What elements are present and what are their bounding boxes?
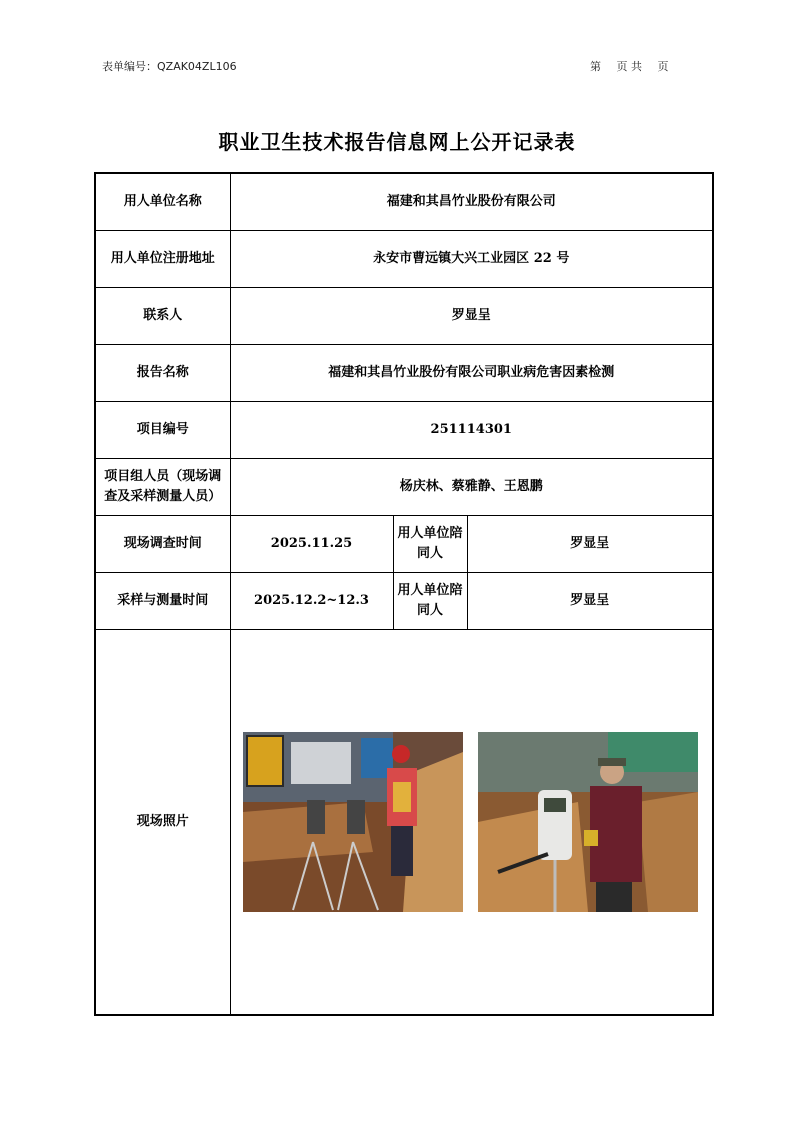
value-report-name: 福建和其昌竹业股份有限公司职业病危害因素检测 (230, 344, 713, 401)
value-contact: 罗显呈 (230, 287, 713, 344)
form-number: 表单编号：QZAK04ZL106 (102, 60, 237, 73)
row-report-name (95, 344, 713, 401)
page-title: 职业卫生技术报告信息网上公开记录表 (218, 130, 576, 154)
value-sampling-accompany: 罗显呈 (467, 572, 713, 629)
label-employer-name: 用人单位名称 (95, 173, 230, 230)
row-employer-name (95, 173, 713, 230)
page-prefix: 第 (590, 60, 601, 73)
label-project-team: 项目组人员（现场调查及采样测量人员） (95, 458, 230, 515)
label-sampling-accompany: 用人单位陪同人 (393, 572, 467, 629)
label-photos: 现场照片 (95, 629, 230, 1015)
row-photos (95, 629, 713, 1015)
site-photo-1-image (243, 732, 463, 912)
label-employer-address: 用人单位注册地址 (95, 230, 230, 287)
value-sampling: 2025.12.2~12.3 (230, 572, 393, 629)
value-site-survey: 2025.11.25 (230, 515, 393, 572)
page-indicator (590, 58, 681, 74)
value-employer-name: 福建和其昌竹业股份有限公司 (230, 173, 713, 230)
row-site-survey (95, 515, 713, 572)
photos-cell (230, 629, 713, 1015)
value-employer-address: 永安市曹远镇大兴工业园区 22 号 (230, 230, 713, 287)
row-project-number (95, 401, 713, 458)
page-suffix: 页 (657, 60, 669, 73)
value-site-accompany: 罗显呈 (467, 515, 713, 572)
label-project-number: 项目编号 (95, 401, 230, 458)
site-photo-1 (243, 732, 463, 912)
site-photo-2-image (478, 732, 698, 912)
value-project-number: 251114301 (230, 401, 713, 458)
label-contact: 联系人 (95, 287, 230, 344)
row-contact (95, 287, 713, 344)
row-employer-address (95, 230, 713, 287)
label-site-accompany: 用人单位陪同人 (393, 515, 467, 572)
page-middle: 页 共 (616, 60, 642, 73)
row-project-team (95, 458, 713, 515)
label-site-survey: 现场调查时间 (95, 515, 230, 572)
value-project-team: 杨庆林、蔡雅静、王恩鹏 (230, 458, 713, 515)
site-photo-2 (478, 732, 698, 912)
row-sampling (95, 572, 713, 629)
label-sampling: 采样与测量时间 (95, 572, 230, 629)
label-report-name: 报告名称 (95, 344, 230, 401)
record-table (94, 172, 714, 1016)
